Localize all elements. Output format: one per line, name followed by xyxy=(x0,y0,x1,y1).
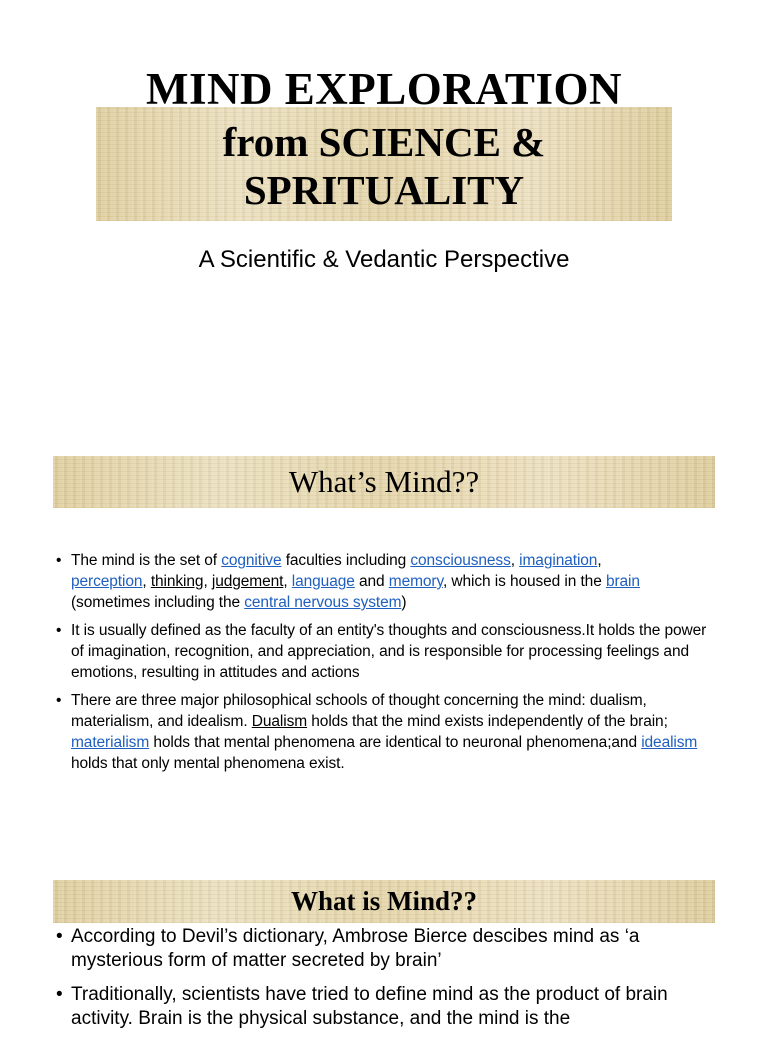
link-idealism[interactable]: idealism xyxy=(641,734,698,751)
judgement-term: judgement xyxy=(211,573,284,590)
slide-heading-text: What is Mind?? xyxy=(290,886,478,916)
whats-mind-slide xyxy=(0,445,768,865)
subtitle: A Scientific & Vedantic Perspective xyxy=(198,246,570,273)
link-language[interactable]: language xyxy=(291,573,355,590)
slide-heading-text: What’s Mind?? xyxy=(288,464,480,499)
list-item xyxy=(56,690,716,774)
bullet-dot: • xyxy=(56,692,62,709)
what-is-mind-slide xyxy=(0,870,768,1029)
text-run: The mind is the set of xyxy=(71,552,222,569)
title-line-1: MIND EXPLORATION xyxy=(146,64,622,114)
link-consciousness[interactable]: consciousness xyxy=(410,552,511,569)
text-run: , which is housed in the xyxy=(443,573,606,590)
link-central-nervous-system[interactable]: central nervous system xyxy=(244,594,402,611)
text-run: and xyxy=(354,573,389,590)
bullet-text: According to Devil’s dictionary, Ambrose Bierce descibes mind as ‘a mysterious form of matter secreted by brain’ xyxy=(71,926,640,971)
text-run: faculties including xyxy=(281,552,411,569)
text-run: ) xyxy=(401,594,407,611)
text-run: , xyxy=(203,573,212,590)
text-run: , xyxy=(597,552,602,569)
bullet-list xyxy=(56,550,716,781)
slide-heading xyxy=(53,456,715,508)
bullet-dot: • xyxy=(56,552,62,569)
slide-heading xyxy=(53,880,715,923)
list-item xyxy=(56,925,716,973)
title-line-3: SPRITUALITY xyxy=(243,167,525,213)
link-cognitive[interactable]: cognitive xyxy=(221,552,282,569)
title-line-2: from SCIENCE & xyxy=(222,119,546,165)
link-imagination[interactable]: imagination xyxy=(519,552,598,569)
text-run: , xyxy=(283,573,292,590)
text-run: , xyxy=(510,552,520,569)
text-run: (sometimes including the xyxy=(71,594,245,611)
link-memory[interactable]: memory xyxy=(388,573,443,590)
bullet-dot: • xyxy=(56,984,63,1005)
text-run: holds that only mental phenomena exist. xyxy=(71,755,345,772)
link-materialism[interactable]: materialism xyxy=(71,734,150,751)
list-item xyxy=(56,620,716,683)
text-run: , xyxy=(142,573,151,590)
bullet-dot: • xyxy=(56,926,63,947)
text-run: There are three major philosophical schools of thought concerning the mind: dualism, materialism, and idealism. xyxy=(71,692,647,730)
link-brain[interactable]: brain xyxy=(605,573,640,590)
bullet-dot: • xyxy=(56,622,62,639)
thinking-term: thinking xyxy=(150,573,204,590)
bullet-text: It is usually defined as the faculty of an entity's thoughts and consciousness.It holds the power of imagination, recognition, and appreciation, and is responsible for processing feelings and emotions, resulting in attitudes and actions xyxy=(71,622,707,681)
dualism-term: Dualism xyxy=(251,713,308,730)
link-perception[interactable]: perception xyxy=(71,573,143,590)
text-run: holds that mental phenomena are identical to neuronal phenomena;and xyxy=(149,734,642,751)
list-item xyxy=(56,550,716,613)
text-run: holds that the mind exists independently of the brain; xyxy=(307,713,668,730)
bullet-text: Traditionally, scientists have tried to define mind as the product of brain activity. Brain is the physical substance, and the mind is the xyxy=(71,984,668,1029)
title-slide xyxy=(0,0,768,440)
